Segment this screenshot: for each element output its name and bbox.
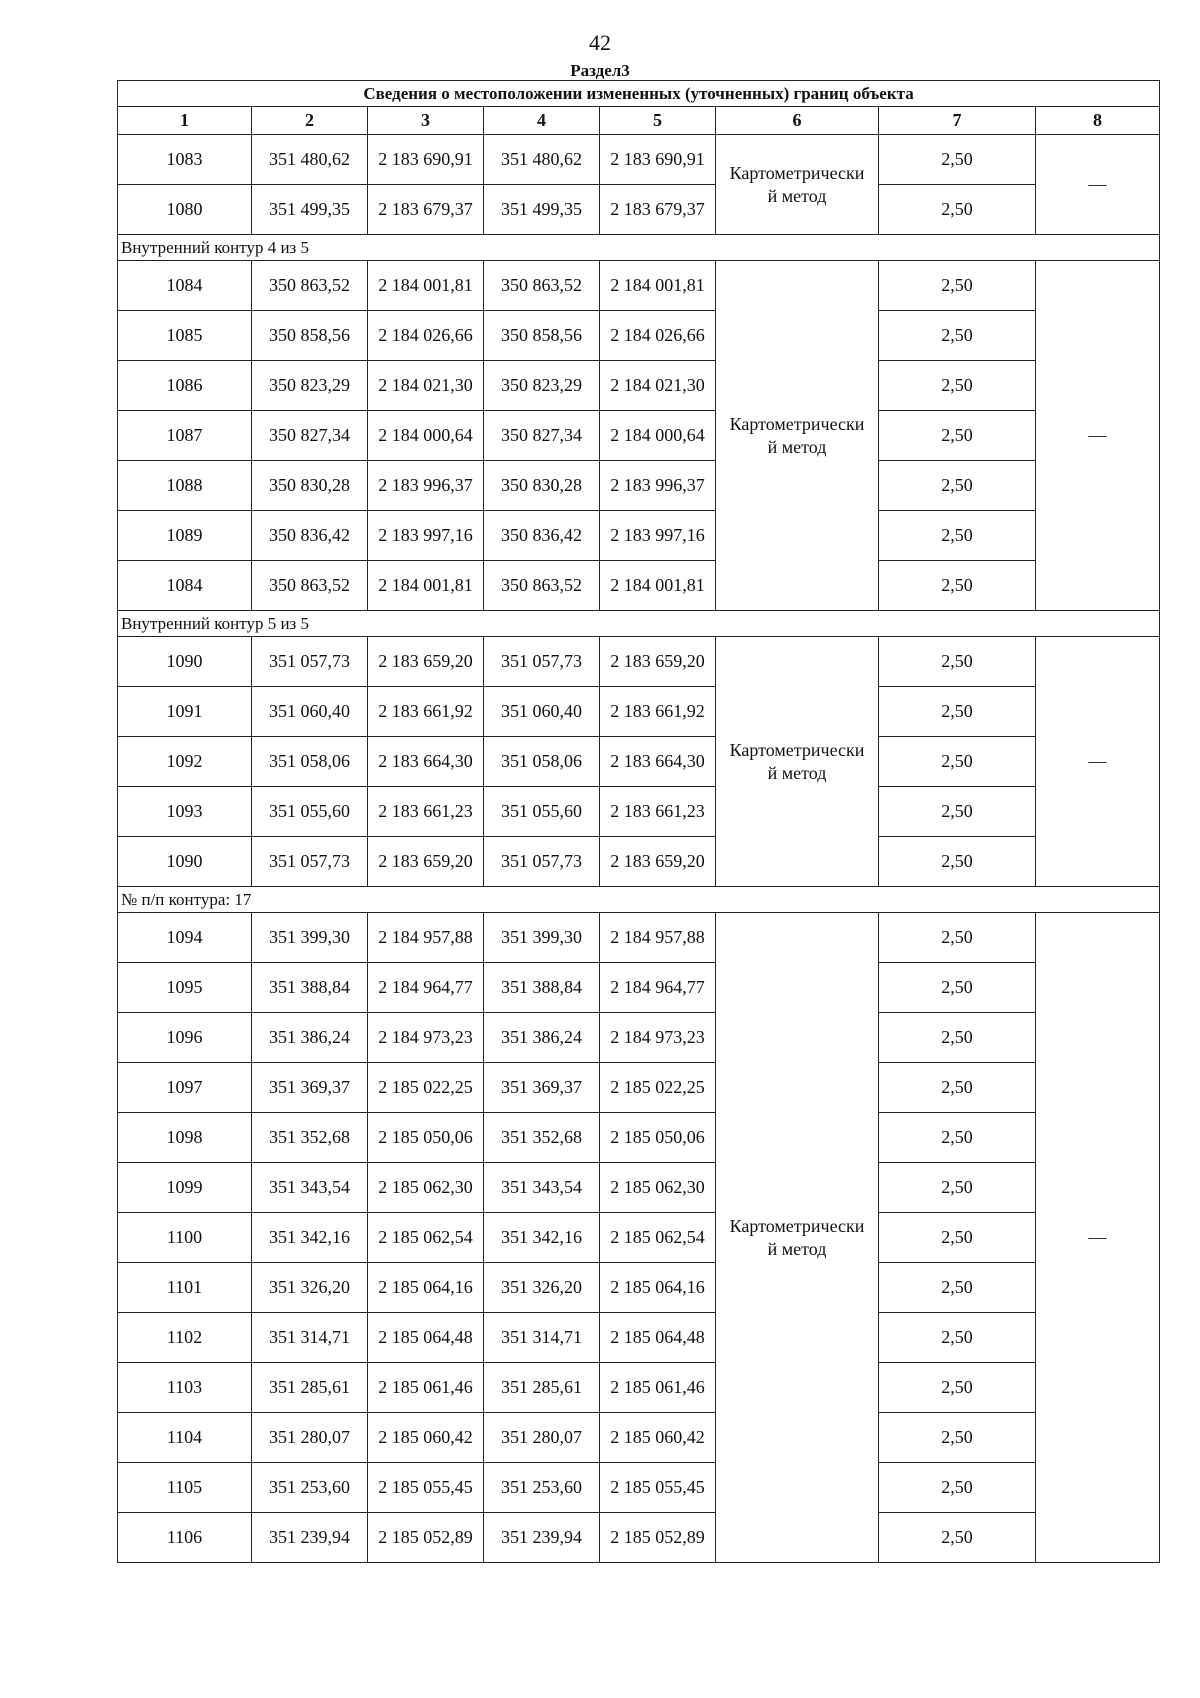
cell-x2: 350 863,52	[484, 261, 600, 311]
cell-x2: 351 055,60	[484, 787, 600, 837]
cell-y1: 2 185 050,06	[368, 1113, 484, 1163]
cell-y1: 2 184 957,88	[368, 913, 484, 963]
cell-y1: 2 183 659,20	[368, 837, 484, 887]
cell-point: 1083	[118, 135, 252, 185]
cell-note: —	[1036, 637, 1160, 887]
table-row	[118, 1263, 1160, 1313]
cell-y2: 2 185 022,25	[600, 1063, 716, 1113]
cell-y1: 2 183 690,91	[368, 135, 484, 185]
cell-x1: 351 057,73	[252, 837, 368, 887]
cell-y2: 2 184 000,64	[600, 411, 716, 461]
cell-y1: 2 185 022,25	[368, 1063, 484, 1113]
cell-accuracy: 2,50	[879, 1363, 1036, 1413]
table-row	[118, 461, 1160, 511]
table-row	[118, 135, 1160, 185]
cell-x1: 351 480,62	[252, 135, 368, 185]
cell-accuracy: 2,50	[879, 837, 1036, 887]
cell-x2: 351 480,62	[484, 135, 600, 185]
table-row	[118, 361, 1160, 411]
cell-y1: 2 185 064,16	[368, 1263, 484, 1313]
table-row	[118, 1213, 1160, 1263]
cell-method	[716, 135, 879, 235]
cell-y1: 2 184 001,81	[368, 261, 484, 311]
cell-y1: 2 184 026,66	[368, 311, 484, 361]
boundary-table	[117, 80, 1160, 1563]
cell-y2: 2 185 062,30	[600, 1163, 716, 1213]
cell-x1: 351 253,60	[252, 1463, 368, 1513]
method-line: Картометрически	[729, 413, 865, 434]
cell-y1: 2 184 973,23	[368, 1013, 484, 1063]
cell-point: 1093	[118, 787, 252, 837]
cell-y2: 2 185 050,06	[600, 1113, 716, 1163]
cell-x1: 351 057,73	[252, 637, 368, 687]
cell-x1: 350 863,52	[252, 561, 368, 611]
cell-y2: 2 183 679,37	[600, 185, 716, 235]
cell-accuracy: 2,50	[879, 511, 1036, 561]
cell-accuracy: 2,50	[879, 561, 1036, 611]
cell-accuracy: 2,50	[879, 261, 1036, 311]
table-row	[118, 185, 1160, 235]
table-row	[118, 1113, 1160, 1163]
cell-y1: 2 184 964,77	[368, 963, 484, 1013]
cell-accuracy: 2,50	[879, 687, 1036, 737]
cell-point: 1091	[118, 687, 252, 737]
cell-y2: 2 185 062,54	[600, 1213, 716, 1263]
cell-y1: 2 185 055,45	[368, 1463, 484, 1513]
column-header: 2	[252, 107, 368, 135]
cell-x1: 350 863,52	[252, 261, 368, 311]
table-row	[118, 1513, 1160, 1563]
cell-accuracy: 2,50	[879, 1313, 1036, 1363]
cell-y2: 2 184 001,81	[600, 261, 716, 311]
cell-x2: 351 280,07	[484, 1413, 600, 1463]
contour-header: Внутренний контур 5 из 5	[118, 611, 1160, 637]
cell-y2: 2 185 055,45	[600, 1463, 716, 1513]
cell-y2: 2 185 061,46	[600, 1363, 716, 1413]
cell-y1: 2 183 661,92	[368, 687, 484, 737]
cell-accuracy: 2,50	[879, 461, 1036, 511]
cell-point: 1104	[118, 1413, 252, 1463]
cell-y2: 2 183 996,37	[600, 461, 716, 511]
column-header: 7	[879, 107, 1036, 135]
cell-point: 1092	[118, 737, 252, 787]
cell-y1: 2 183 664,30	[368, 737, 484, 787]
cell-x2: 350 836,42	[484, 511, 600, 561]
cell-x1: 350 836,42	[252, 511, 368, 561]
cell-point: 1097	[118, 1063, 252, 1113]
cell-x1: 351 285,61	[252, 1363, 368, 1413]
cell-point: 1084	[118, 561, 252, 611]
cell-method	[716, 913, 879, 1563]
cell-x2: 351 060,40	[484, 687, 600, 737]
contour-header: Внутренний контур 4 из 5	[118, 235, 1160, 261]
table-row	[118, 787, 1160, 837]
cell-x1: 351 239,94	[252, 1513, 368, 1563]
cell-x1: 351 058,06	[252, 737, 368, 787]
cell-accuracy: 2,50	[879, 185, 1036, 235]
cell-x2: 351 499,35	[484, 185, 600, 235]
cell-y2: 2 184 001,81	[600, 561, 716, 611]
method-line: Картометрически	[729, 1215, 865, 1236]
cell-y1: 2 183 996,37	[368, 461, 484, 511]
method-line: й метод	[767, 436, 827, 457]
contour-header-row	[118, 235, 1160, 261]
column-header: 3	[368, 107, 484, 135]
cell-x1: 351 280,07	[252, 1413, 368, 1463]
table-body	[118, 135, 1160, 1563]
cell-point: 1087	[118, 411, 252, 461]
cell-y2: 2 185 060,42	[600, 1413, 716, 1463]
cell-note: —	[1036, 913, 1160, 1563]
table-row	[118, 261, 1160, 311]
cell-y1: 2 185 062,30	[368, 1163, 484, 1213]
method-line: Картометрически	[729, 739, 865, 760]
cell-x2: 350 830,28	[484, 461, 600, 511]
method-line: й метод	[767, 185, 827, 206]
cell-x2: 351 399,30	[484, 913, 600, 963]
cell-accuracy: 2,50	[879, 1063, 1036, 1113]
cell-accuracy: 2,50	[879, 1213, 1036, 1263]
cell-accuracy: 2,50	[879, 1413, 1036, 1463]
cell-accuracy: 2,50	[879, 1263, 1036, 1313]
cell-method	[716, 637, 879, 887]
cell-accuracy: 2,50	[879, 135, 1036, 185]
cell-y1: 2 185 060,42	[368, 1413, 484, 1463]
cell-y1: 2 183 997,16	[368, 511, 484, 561]
method-line: й метод	[767, 1238, 827, 1259]
table-row	[118, 737, 1160, 787]
cell-x2: 351 314,71	[484, 1313, 600, 1363]
cell-x1: 351 343,54	[252, 1163, 368, 1213]
cell-y2: 2 183 659,20	[600, 837, 716, 887]
cell-x2: 351 343,54	[484, 1163, 600, 1213]
cell-x1: 350 858,56	[252, 311, 368, 361]
cell-y1: 2 184 021,30	[368, 361, 484, 411]
cell-x2: 351 285,61	[484, 1363, 600, 1413]
column-header: 6	[716, 107, 879, 135]
cell-x2: 351 388,84	[484, 963, 600, 1013]
cell-point: 1088	[118, 461, 252, 511]
cell-point: 1080	[118, 185, 252, 235]
cell-x1: 351 055,60	[252, 787, 368, 837]
cell-point: 1090	[118, 637, 252, 687]
cell-accuracy: 2,50	[879, 1513, 1036, 1563]
cell-y1: 2 185 064,48	[368, 1313, 484, 1363]
cell-x2: 351 326,20	[484, 1263, 600, 1313]
page-number: 42	[589, 30, 611, 55]
table-row	[118, 687, 1160, 737]
cell-point: 1086	[118, 361, 252, 411]
cell-accuracy: 2,50	[879, 963, 1036, 1013]
table-row	[118, 1163, 1160, 1213]
cell-x1: 351 499,35	[252, 185, 368, 235]
section-title: Раздел3	[570, 61, 630, 80]
cell-accuracy: 2,50	[879, 311, 1036, 361]
cell-y2: 2 184 973,23	[600, 1013, 716, 1063]
cell-x2: 351 058,06	[484, 737, 600, 787]
table-row	[118, 1463, 1160, 1513]
cell-accuracy: 2,50	[879, 361, 1036, 411]
cell-point: 1085	[118, 311, 252, 361]
cell-point: 1084	[118, 261, 252, 311]
column-header-row	[118, 107, 1160, 135]
cell-x1: 351 314,71	[252, 1313, 368, 1363]
cell-y2: 2 183 690,91	[600, 135, 716, 185]
cell-y1: 2 184 000,64	[368, 411, 484, 461]
cell-x1: 350 823,29	[252, 361, 368, 411]
table-row	[118, 837, 1160, 887]
cell-point: 1100	[118, 1213, 252, 1263]
cell-x2: 350 858,56	[484, 311, 600, 361]
cell-x1: 350 827,34	[252, 411, 368, 461]
contour-header-row	[118, 887, 1160, 913]
cell-accuracy: 2,50	[879, 1463, 1036, 1513]
table-row	[118, 511, 1160, 561]
contour-header: № п/п контура: 17	[118, 887, 1160, 913]
cell-y1: 2 185 061,46	[368, 1363, 484, 1413]
table-row	[118, 913, 1160, 963]
cell-x2: 351 057,73	[484, 637, 600, 687]
column-header: 4	[484, 107, 600, 135]
cell-y2: 2 183 664,30	[600, 737, 716, 787]
cell-accuracy: 2,50	[879, 411, 1036, 461]
cell-x2: 351 342,16	[484, 1213, 600, 1263]
cell-x1: 351 342,16	[252, 1213, 368, 1263]
cell-point: 1103	[118, 1363, 252, 1413]
cell-x1: 351 352,68	[252, 1113, 368, 1163]
table-row	[118, 1363, 1160, 1413]
cell-x2: 351 369,37	[484, 1063, 600, 1113]
cell-y2: 2 183 661,92	[600, 687, 716, 737]
cell-x2: 350 827,34	[484, 411, 600, 461]
cell-y1: 2 183 659,20	[368, 637, 484, 687]
table-title-row	[118, 81, 1160, 107]
cell-y1: 2 184 001,81	[368, 561, 484, 611]
cell-y2: 2 184 964,77	[600, 963, 716, 1013]
cell-y2: 2 183 659,20	[600, 637, 716, 687]
cell-accuracy: 2,50	[879, 913, 1036, 963]
cell-method	[716, 261, 879, 611]
table-row	[118, 1313, 1160, 1363]
cell-x2: 351 239,94	[484, 1513, 600, 1563]
table-row	[118, 637, 1160, 687]
cell-y1: 2 183 679,37	[368, 185, 484, 235]
cell-point: 1098	[118, 1113, 252, 1163]
table-row	[118, 1063, 1160, 1113]
cell-x1: 351 060,40	[252, 687, 368, 737]
cell-x1: 351 388,84	[252, 963, 368, 1013]
cell-point: 1096	[118, 1013, 252, 1063]
cell-note: —	[1036, 135, 1160, 235]
cell-x2: 351 386,24	[484, 1013, 600, 1063]
cell-y1: 2 183 661,23	[368, 787, 484, 837]
table-row	[118, 561, 1160, 611]
cell-point: 1102	[118, 1313, 252, 1363]
cell-accuracy: 2,50	[879, 1163, 1036, 1213]
cell-y2: 2 184 021,30	[600, 361, 716, 411]
cell-point: 1099	[118, 1163, 252, 1213]
cell-x2: 351 253,60	[484, 1463, 600, 1513]
column-header: 5	[600, 107, 716, 135]
cell-point: 1089	[118, 511, 252, 561]
cell-y2: 2 183 997,16	[600, 511, 716, 561]
cell-x2: 350 863,52	[484, 561, 600, 611]
table-title: Сведения о местоположении измененных (уточненных) границ объекта	[118, 81, 1160, 107]
cell-y2: 2 185 052,89	[600, 1513, 716, 1563]
cell-x1: 351 369,37	[252, 1063, 368, 1113]
cell-point: 1094	[118, 913, 252, 963]
contour-header-row	[118, 611, 1160, 637]
cell-y2: 2 184 957,88	[600, 913, 716, 963]
table-row	[118, 411, 1160, 461]
column-header: 8	[1036, 107, 1160, 135]
cell-x1: 351 399,30	[252, 913, 368, 963]
cell-point: 1105	[118, 1463, 252, 1513]
table-row	[118, 963, 1160, 1013]
table-row	[118, 311, 1160, 361]
cell-y1: 2 185 052,89	[368, 1513, 484, 1563]
cell-accuracy: 2,50	[879, 1113, 1036, 1163]
method-line: Картометрически	[729, 162, 865, 183]
cell-accuracy: 2,50	[879, 737, 1036, 787]
cell-point: 1101	[118, 1263, 252, 1313]
cell-point: 1106	[118, 1513, 252, 1563]
cell-accuracy: 2,50	[879, 787, 1036, 837]
cell-x1: 351 386,24	[252, 1013, 368, 1063]
cell-y2: 2 184 026,66	[600, 311, 716, 361]
cell-y2: 2 185 064,48	[600, 1313, 716, 1363]
cell-point: 1095	[118, 963, 252, 1013]
cell-accuracy: 2,50	[879, 637, 1036, 687]
cell-note: —	[1036, 261, 1160, 611]
method-line: й метод	[767, 762, 827, 783]
table-row	[118, 1013, 1160, 1063]
cell-y1: 2 185 062,54	[368, 1213, 484, 1263]
cell-y2: 2 183 661,23	[600, 787, 716, 837]
cell-x1: 350 830,28	[252, 461, 368, 511]
table-row	[118, 1413, 1160, 1463]
cell-accuracy: 2,50	[879, 1013, 1036, 1063]
cell-x2: 351 057,73	[484, 837, 600, 887]
cell-x2: 351 352,68	[484, 1113, 600, 1163]
cell-y2: 2 185 064,16	[600, 1263, 716, 1313]
column-header: 1	[118, 107, 252, 135]
cell-x2: 350 823,29	[484, 361, 600, 411]
cell-x1: 351 326,20	[252, 1263, 368, 1313]
cell-point: 1090	[118, 837, 252, 887]
